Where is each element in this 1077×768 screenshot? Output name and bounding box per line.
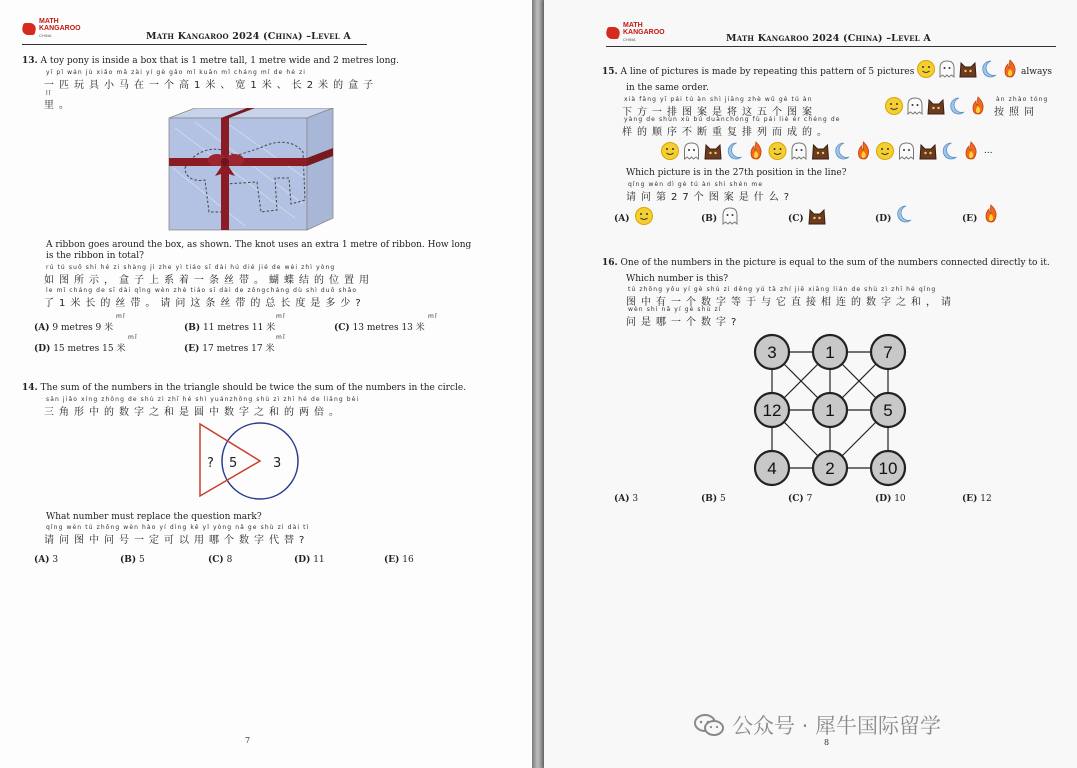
q14-option-d[interactable]: (D) 11: [294, 555, 325, 565]
q15-text: 15. A line of pictures is made by repeating this pattern of 5 pictures: [602, 67, 915, 77]
flame-icon: [751, 142, 761, 159]
q13-option-e-pinyin: mǐ: [276, 334, 286, 341]
graph-node-value: 7: [883, 343, 893, 362]
triangle-circle-diagram: [196, 420, 306, 500]
graph-node-value: 1: [825, 401, 835, 420]
q15-text-2: in the same order.: [626, 83, 709, 93]
diagram-number-right: 3: [273, 456, 282, 471]
q13-hanzi-2: 里。: [44, 100, 74, 111]
cat-icon: [960, 63, 976, 77]
cat-icon: [705, 145, 721, 159]
flame-icon: [966, 142, 976, 159]
cat-icon: [807, 206, 827, 226]
q14-option-e[interactable]: (E) 16: [384, 555, 414, 565]
graph-node-value: 1: [825, 343, 835, 362]
q15-option-c[interactable]: (C): [788, 214, 804, 224]
q13-hanzi-4: 了1米长的丝带。请问这条丝带的总长度是多少?: [44, 298, 366, 309]
q14-question: What number must replace the question mark?: [46, 512, 262, 522]
cat-icon: [920, 145, 936, 159]
flame-icon: [859, 142, 869, 159]
moon-icon: [894, 204, 914, 224]
q15-pattern-row: [916, 58, 1020, 80]
q16-hanzi-2: 问是哪一个数字?: [626, 317, 742, 328]
q14-pinyin-2: qǐng wèn tú zhōng wèn hào yí dìng kě yǐ yòng nǎ ge shù zì dài tì: [46, 524, 310, 531]
sun-icon: [662, 143, 679, 160]
math-kangaroo-logo: MATH KANGAROO CHINA: [22, 18, 81, 39]
q14-pinyin: sān jiǎo xíng zhōng de shù zì zhī hé shì yuánzhōng shù zì zhī hé de liǎng bèi: [46, 396, 360, 403]
q13-text-2: A ribbon goes around the box, as shown. The knot uses an extra 1 metre of ribbon. How long is the ribbon in total?: [46, 240, 472, 261]
q13-option-d-pinyin: mǐ: [128, 334, 138, 341]
sun-icon: [918, 61, 935, 78]
q16-option-b[interactable]: (B) 5: [701, 494, 726, 504]
sun-icon: [886, 98, 903, 115]
q16-option-d[interactable]: (D) 10: [875, 494, 906, 504]
flame-icon: [973, 97, 983, 114]
ghost-icon: [940, 61, 954, 77]
q15-option-e[interactable]: (E): [962, 214, 978, 224]
header-title: Math Kangaroo 2024 (China) –Level A: [146, 31, 351, 42]
q16-text: 16. One of the numbers in the picture is equal to the sum of the numbers connected directly to it.: [602, 258, 1050, 268]
graph-node-value: 12: [762, 401, 782, 420]
cat-icon: [928, 100, 944, 114]
q16-pinyin: tú zhōng yǒu yí gè shù zì děng yú tā zhí jiē xiāng lián de shù zì zhī hé qǐng: [628, 286, 937, 293]
q15-hanzi: 下方一排图案是将这五个图案: [622, 107, 817, 118]
q15-pinyin-b: àn zhào tóng: [996, 96, 1049, 103]
q13-hanzi: 一匹玩具小马在一个高1米、宽1米、长2米的盒子: [44, 80, 379, 91]
q15-option-a[interactable]: (A): [614, 214, 630, 224]
ghost-icon: [908, 98, 922, 114]
q15-pattern-row-2: [884, 95, 988, 117]
q15-option-b[interactable]: (B): [701, 214, 718, 224]
cat-icon: [813, 145, 829, 159]
q16-option-a[interactable]: (A) 3: [614, 494, 639, 504]
q14-text: 14. The sum of the numbers in the triangle should be twice the sum of the numbers in the circle.: [22, 383, 467, 393]
moon-icon: [943, 143, 956, 159]
q15-hanzi-3: 请问第27个图案是什么?: [626, 192, 795, 203]
moon-icon: [728, 143, 741, 159]
q15-text-end: always: [1021, 67, 1053, 77]
gift-box-illustration: [165, 108, 335, 232]
ghost-icon: [792, 143, 806, 159]
graph-node-value: 5: [883, 401, 893, 420]
q13-option-e[interactable]: (E) 17 metres 17 米: [184, 344, 275, 354]
graph-node-value: 3: [767, 343, 777, 362]
q16-hanzi: 图中有一个数字等于与它直接相连的数字之和，请: [626, 297, 956, 308]
q15-question: Which picture is in the 27th position in the line?: [626, 168, 847, 178]
header-rule: [22, 44, 367, 45]
q15-hanzi-2: 样的顺序不断重复排列而成的。: [622, 127, 832, 138]
q16-text-2: Which number is this?: [626, 274, 729, 284]
q16-pinyin-2: wèn shì nǎ yí gè shù zì: [628, 306, 722, 313]
q13-option-b[interactable]: (B) 11 metres 11 米: [184, 323, 276, 333]
watermark-text: 公众号 · 犀牛国际留学: [732, 714, 942, 738]
q13-option-a[interactable]: (A) 9 metres 9 米: [34, 323, 114, 333]
wechat-icon: [694, 714, 724, 736]
sun-icon: [877, 143, 894, 160]
right-page: [544, 0, 1077, 768]
diagram-question-mark: ?: [207, 456, 214, 471]
q13-pinyin-4: le mǐ cháng de sī dài qǐng wèn zhè tiáo sī dài de zǒngcháng dù shì duō shǎo: [46, 287, 358, 294]
left-page: [0, 0, 532, 768]
graph-node-value: 4: [767, 459, 777, 478]
q13-option-d[interactable]: (D) 15 metres 15 米: [34, 344, 126, 354]
q15-pinyin-2: yàng de shùn xù bú duànchóng fù pái liè ér chéng de: [624, 116, 841, 123]
q15-sequence-ellipsis: ...: [984, 146, 993, 156]
ghost-icon: [900, 143, 914, 159]
q13-text: 13. A toy pony is inside a box that is 1 metre tall, 1 metre wide and 2 metres long.: [22, 56, 400, 66]
q14-option-b[interactable]: (B) 5: [120, 555, 145, 565]
graph-node-value: 10: [878, 459, 898, 478]
graph-node-value: 2: [825, 459, 835, 478]
q15-pinyin-3: qǐng wèn dì gè tú àn shì shén me: [628, 181, 764, 188]
watermark: [694, 710, 941, 740]
q15-option-d[interactable]: (D): [875, 214, 892, 224]
q13-option-c[interactable]: (C) 13 metres 13 米: [334, 323, 425, 333]
sun-icon: [769, 143, 786, 160]
q14-option-c[interactable]: (C) 8: [208, 555, 233, 565]
q16-option-c[interactable]: (C) 7: [788, 494, 813, 504]
q13-pinyin: yī pǐ wán jù xiǎo mǎ zài yí gè gāo mǐ kuān mǐ cháng mǐ de hé zi: [46, 69, 307, 76]
page-number-left: 7: [245, 736, 251, 745]
q13-pinyin-3: rú tú suǒ shì hé zi shàng jì zhe yì tiáo sī dài hú dié jié de wèi zhì yòng: [46, 264, 336, 271]
moon-icon: [983, 61, 996, 77]
q14-hanzi: 三角形中的数字之和是圆中数字之和的两倍。: [44, 407, 344, 418]
q13-option-b-pinyin: mǐ: [276, 313, 286, 320]
q15-sequence: [660, 140, 1000, 164]
q13-option-c-pinyin: mǐ: [428, 313, 438, 320]
ghost-icon: [685, 143, 699, 159]
math-kangaroo-logo-right: MATH KANGAROO CHINA: [606, 22, 665, 43]
sun-icon: [634, 206, 654, 226]
ghost-icon: [720, 206, 740, 226]
moon-icon: [951, 98, 964, 114]
diagram-number-center: 5: [229, 456, 238, 471]
q16-number-graph: [744, 330, 916, 488]
q16-option-e[interactable]: (E) 12: [962, 494, 992, 504]
flame-icon: [981, 204, 1001, 224]
header-title-right: Math Kangaroo 2024 (China) –Level A: [726, 33, 931, 44]
q14-option-a[interactable]: (A) 3: [34, 555, 59, 565]
flame-icon: [1005, 60, 1015, 77]
q14-hanzi-2: 请问图中问号一定可以用哪个数字代替?: [44, 535, 310, 546]
q13-hanzi-3: 如图所示，盒子上系着一条丝带。蝴蝶结的位置用: [44, 275, 374, 286]
q15-pinyin: xià fāng yī pái tú àn shì jiāng zhè wǔ gè tú àn: [624, 96, 813, 103]
page-number-right: 8: [824, 738, 830, 747]
q15-hanzi-b: 按照同: [994, 107, 1039, 118]
q13-option-a-pinyin: mǐ: [116, 313, 126, 320]
q13-pinyin-2: lǐ: [46, 90, 52, 97]
book-gutter: [532, 0, 544, 768]
moon-icon: [836, 143, 849, 159]
header-rule-right: [606, 46, 1056, 47]
